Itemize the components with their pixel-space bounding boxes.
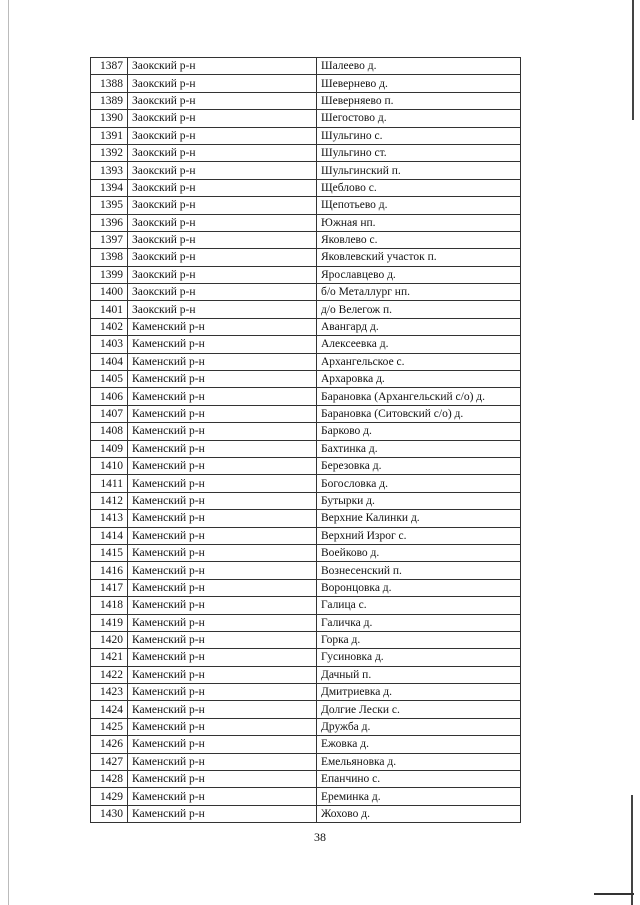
table-row — [91, 353, 521, 370]
table-row — [91, 336, 521, 353]
table-row — [91, 58, 521, 75]
settlement-cell: Ереминка д. — [317, 788, 521, 805]
scan-edge-mark-bottom — [631, 795, 633, 905]
table-row — [91, 284, 521, 301]
settlement-cell: Воейково д. — [317, 544, 521, 561]
settlement-cell: Дмитриевка д. — [317, 684, 521, 701]
district-cell: Каменский р-н — [128, 684, 317, 701]
settlement-cell: Дачный п. — [317, 666, 521, 683]
row-number: 1394 — [91, 179, 128, 196]
district-cell: Заокский р-н — [128, 249, 317, 266]
settlement-cell: Галичка д. — [317, 614, 521, 631]
row-number: 1417 — [91, 579, 128, 596]
district-cell: Заокский р-н — [128, 75, 317, 92]
district-cell: Каменский р-н — [128, 353, 317, 370]
row-number: 1428 — [91, 771, 128, 788]
settlement-cell: Шегостово д. — [317, 110, 521, 127]
table-row — [91, 318, 521, 335]
table-row — [91, 562, 521, 579]
table-row — [91, 544, 521, 561]
district-cell: Каменский р-н — [128, 388, 317, 405]
table-row — [91, 492, 521, 509]
settlement-cell: Шульгино ст. — [317, 144, 521, 161]
settlement-cell: Ярославцево д. — [317, 266, 521, 283]
row-number: 1399 — [91, 266, 128, 283]
district-cell: Заокский р-н — [128, 284, 317, 301]
settlements-table-body — [91, 58, 521, 823]
row-number: 1397 — [91, 231, 128, 248]
row-number: 1425 — [91, 718, 128, 735]
district-cell: Каменский р-н — [128, 475, 317, 492]
table-row — [91, 371, 521, 388]
district-cell: Заокский р-н — [128, 197, 317, 214]
settlement-cell: Гусиновка д. — [317, 649, 521, 666]
row-number: 1418 — [91, 597, 128, 614]
table-row — [91, 736, 521, 753]
settlement-cell: Вознесенский п. — [317, 562, 521, 579]
district-cell: Каменский р-н — [128, 771, 317, 788]
district-cell: Каменский р-н — [128, 753, 317, 770]
row-number: 1419 — [91, 614, 128, 631]
settlement-cell: Воронцовка д. — [317, 579, 521, 596]
district-cell: Каменский р-н — [128, 805, 317, 822]
row-number: 1408 — [91, 423, 128, 440]
row-number: 1398 — [91, 249, 128, 266]
district-cell: Заокский р-н — [128, 144, 317, 161]
scan-edge-mark-top — [632, 0, 634, 120]
table-row — [91, 127, 521, 144]
settlement-cell: Горка д. — [317, 631, 521, 648]
settlement-cell: Барановка (Ситовский с/о) д. — [317, 405, 521, 422]
district-cell: Каменский р-н — [128, 423, 317, 440]
district-cell: Заокский р-н — [128, 110, 317, 127]
settlement-cell: Щеблово с. — [317, 179, 521, 196]
table-row — [91, 701, 521, 718]
row-number: 1402 — [91, 318, 128, 335]
settlement-cell: Богословка д. — [317, 475, 521, 492]
row-number: 1406 — [91, 388, 128, 405]
settlement-cell: д/о Велегож п. — [317, 301, 521, 318]
table-row — [91, 684, 521, 701]
settlement-cell: Бутырки д. — [317, 492, 521, 509]
district-cell: Каменский р-н — [128, 718, 317, 735]
table-row — [91, 614, 521, 631]
settlement-cell: Щепотьево д. — [317, 197, 521, 214]
settlement-cell: Южная нп. — [317, 214, 521, 231]
table-row — [91, 214, 521, 231]
row-number: 1412 — [91, 492, 128, 509]
district-cell: Заокский р-н — [128, 231, 317, 248]
table-row — [91, 788, 521, 805]
row-number: 1423 — [91, 684, 128, 701]
settlement-cell: Архаровка д. — [317, 371, 521, 388]
settlement-cell: Яковлевский участок п. — [317, 249, 521, 266]
row-number: 1400 — [91, 284, 128, 301]
row-number: 1426 — [91, 736, 128, 753]
table-row — [91, 579, 521, 596]
row-number: 1393 — [91, 162, 128, 179]
district-cell: Заокский р-н — [128, 92, 317, 109]
district-cell: Каменский р-н — [128, 666, 317, 683]
row-number: 1414 — [91, 527, 128, 544]
table-row — [91, 771, 521, 788]
district-cell: Каменский р-н — [128, 614, 317, 631]
settlement-cell: Верхние Калинки д. — [317, 510, 521, 527]
district-cell: Каменский р-н — [128, 788, 317, 805]
row-number: 1422 — [91, 666, 128, 683]
row-number: 1416 — [91, 562, 128, 579]
row-number: 1388 — [91, 75, 128, 92]
table-row — [91, 631, 521, 648]
row-number: 1387 — [91, 58, 128, 75]
row-number: 1413 — [91, 510, 128, 527]
settlement-cell: Березовка д. — [317, 457, 521, 474]
row-number: 1420 — [91, 631, 128, 648]
table-row — [91, 510, 521, 527]
settlement-cell: Жохово д. — [317, 805, 521, 822]
row-number: 1396 — [91, 214, 128, 231]
table-row — [91, 92, 521, 109]
district-cell: Каменский р-н — [128, 649, 317, 666]
district-cell: Каменский р-н — [128, 544, 317, 561]
table-row — [91, 110, 521, 127]
district-cell: Каменский р-н — [128, 318, 317, 335]
settlement-cell: б/о Металлург нп. — [317, 284, 521, 301]
district-cell: Заокский р-н — [128, 58, 317, 75]
page-number: 38 — [314, 830, 326, 844]
row-number: 1403 — [91, 336, 128, 353]
table-row — [91, 597, 521, 614]
table-row — [91, 162, 521, 179]
row-number: 1415 — [91, 544, 128, 561]
scan-margin-line — [8, 0, 9, 905]
row-number: 1424 — [91, 701, 128, 718]
settlement-cell: Авангард д. — [317, 318, 521, 335]
row-number: 1407 — [91, 405, 128, 422]
district-cell: Каменский р-н — [128, 701, 317, 718]
table-row — [91, 249, 521, 266]
settlement-cell: Долгие Лески с. — [317, 701, 521, 718]
settlement-cell: Архангельское с. — [317, 353, 521, 370]
table-row — [91, 231, 521, 248]
district-cell: Каменский р-н — [128, 736, 317, 753]
row-number: 1427 — [91, 753, 128, 770]
district-cell: Заокский р-н — [128, 162, 317, 179]
district-cell: Каменский р-н — [128, 631, 317, 648]
settlement-cell: Верхний Изрог с. — [317, 527, 521, 544]
table-row — [91, 266, 521, 283]
row-number: 1421 — [91, 649, 128, 666]
settlement-cell: Галица с. — [317, 597, 521, 614]
table-row — [91, 649, 521, 666]
table-row — [91, 423, 521, 440]
settlement-cell: Алексеевка д. — [317, 336, 521, 353]
table-row — [91, 440, 521, 457]
row-number: 1389 — [91, 92, 128, 109]
row-number: 1429 — [91, 788, 128, 805]
district-cell: Каменский р-н — [128, 510, 317, 527]
settlement-cell: Ежовка д. — [317, 736, 521, 753]
table-row — [91, 179, 521, 196]
district-cell: Каменский р-н — [128, 562, 317, 579]
district-cell: Каменский р-н — [128, 405, 317, 422]
settlement-cell: Шалеево д. — [317, 58, 521, 75]
table-row — [91, 718, 521, 735]
settlement-cell: Барановка (Архангельский с/о) д. — [317, 388, 521, 405]
row-number: 1395 — [91, 197, 128, 214]
row-number: 1390 — [91, 110, 128, 127]
district-cell: Каменский р-н — [128, 457, 317, 474]
scan-corner-mark — [594, 893, 634, 895]
table-row — [91, 805, 521, 822]
table-row — [91, 527, 521, 544]
row-number: 1409 — [91, 440, 128, 457]
table-row — [91, 301, 521, 318]
settlement-cell: Шульгинский п. — [317, 162, 521, 179]
district-cell: Заокский р-н — [128, 127, 317, 144]
district-cell: Заокский р-н — [128, 301, 317, 318]
settlement-cell: Дружба д. — [317, 718, 521, 735]
table-row — [91, 75, 521, 92]
row-number: 1411 — [91, 475, 128, 492]
row-number: 1391 — [91, 127, 128, 144]
table-row — [91, 457, 521, 474]
settlement-cell: Епанчино с. — [317, 771, 521, 788]
table-row — [91, 753, 521, 770]
district-cell: Заокский р-н — [128, 214, 317, 231]
table-row — [91, 475, 521, 492]
district-cell: Каменский р-н — [128, 440, 317, 457]
row-number: 1405 — [91, 371, 128, 388]
settlement-cell: Барково д. — [317, 423, 521, 440]
table-row — [91, 144, 521, 161]
settlement-cell: Шульгино с. — [317, 127, 521, 144]
district-cell: Каменский р-н — [128, 371, 317, 388]
district-cell: Заокский р-н — [128, 266, 317, 283]
table-row — [91, 197, 521, 214]
settlement-cell: Шеверняево п. — [317, 92, 521, 109]
row-number: 1430 — [91, 805, 128, 822]
table-row — [91, 388, 521, 405]
table-row — [91, 666, 521, 683]
settlement-cell: Бахтинка д. — [317, 440, 521, 457]
row-number: 1401 — [91, 301, 128, 318]
table-row — [91, 405, 521, 422]
district-cell: Каменский р-н — [128, 492, 317, 509]
settlement-cell: Шевернево д. — [317, 75, 521, 92]
district-cell: Каменский р-н — [128, 336, 317, 353]
district-cell: Каменский р-н — [128, 597, 317, 614]
district-cell: Заокский р-н — [128, 179, 317, 196]
settlements-table — [90, 57, 521, 823]
row-number: 1404 — [91, 353, 128, 370]
settlement-cell: Яковлево с. — [317, 231, 521, 248]
district-cell: Каменский р-н — [128, 527, 317, 544]
settlement-cell: Емельяновка д. — [317, 753, 521, 770]
row-number: 1410 — [91, 457, 128, 474]
row-number: 1392 — [91, 144, 128, 161]
district-cell: Каменский р-н — [128, 579, 317, 596]
